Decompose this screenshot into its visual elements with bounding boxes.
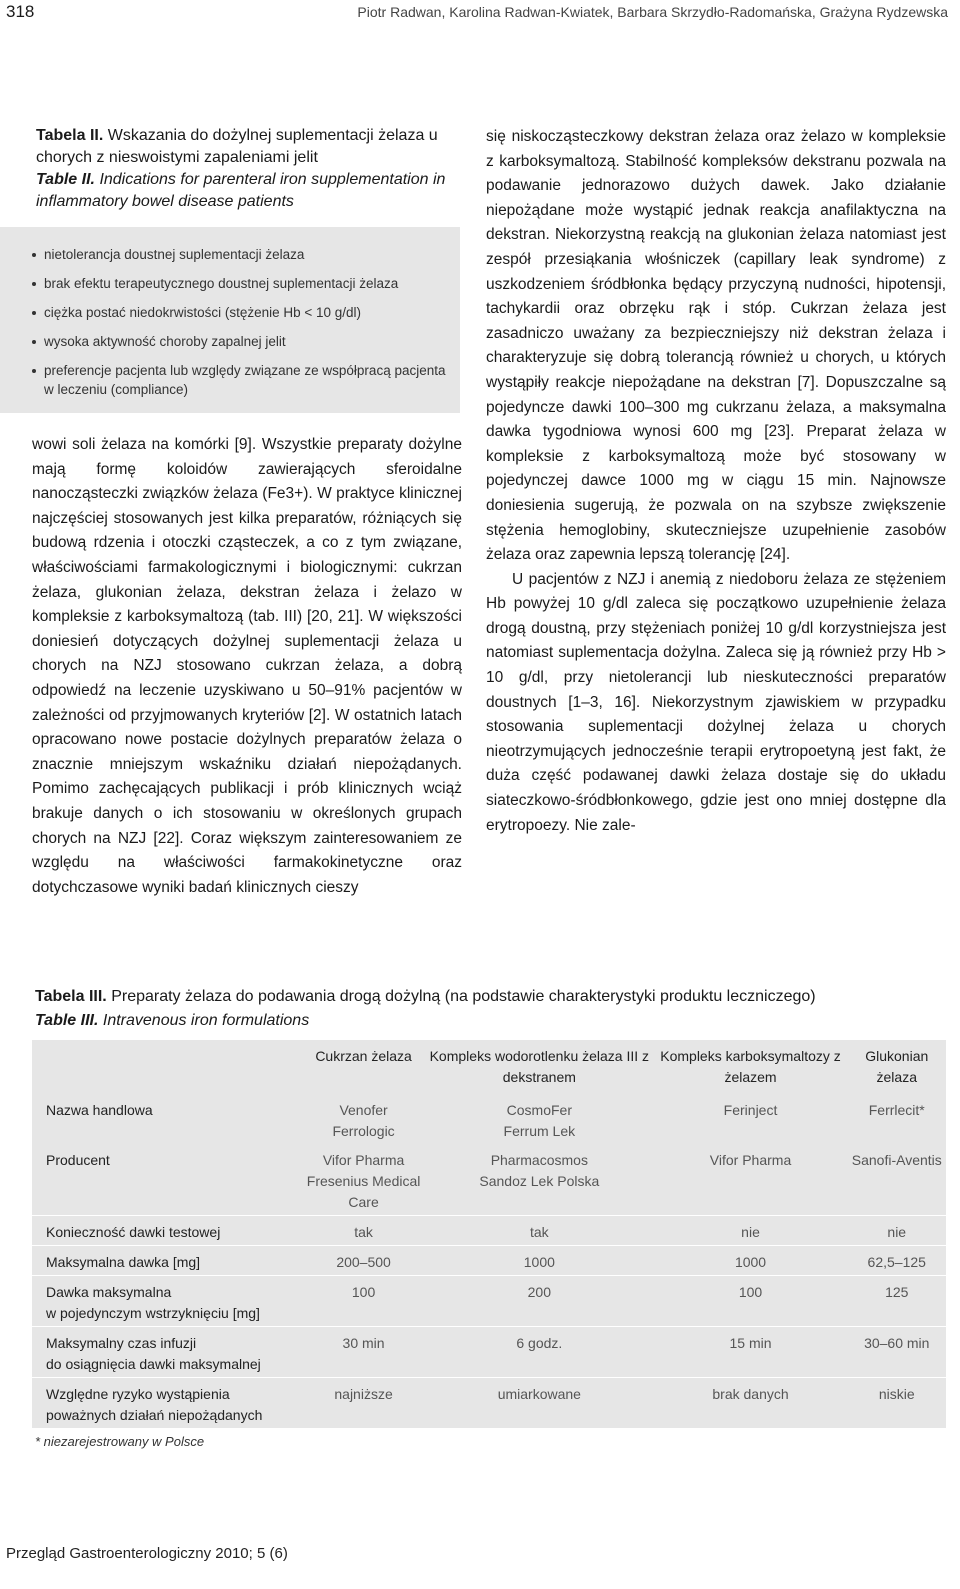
table-cell: 1000 [425,1246,653,1276]
table-cell: 100 [654,1276,848,1327]
running-head-authors: Piotr Radwan, Karolina Radwan-Kwiatek, Barbara Skrzydło-Radomańska, Grażyna Rydzewska [357,4,948,20]
table-cell: Sanofi-Aventis [851,1152,942,1168]
table-row [32,1216,946,1246]
table-row [32,1327,946,1378]
table-header-row [32,1040,946,1094]
column-header: Kompleks karboksymaltozy z żelazem [660,1048,841,1085]
row-header: Nazwa handlowa [46,1102,153,1118]
table-cell: Vifor Pharma Fresenius Medical Care [306,1152,421,1210]
table3-title-pl: Preparaty żelaza do podawania drogą dożylną (na podstawie charakterystyki produktu leczniczego) [111,988,816,1005]
row-header: Producent [46,1152,110,1168]
table3-label-en: Table III. [35,1012,99,1029]
table-cell: umiarkowane [425,1378,653,1429]
column-header: Cukrzan żelaza [315,1048,412,1064]
table-cell: 125 [848,1276,946,1327]
table-cell: 6 godz. [425,1327,653,1378]
row-header: Względne ryzyko wystąpienia poważnych działań niepożądanych [32,1378,302,1429]
page-header [0,0,960,30]
table2-box [0,227,460,413]
journal-footer: Przegląd Gastroenterologiczny 2010; 5 (6) [6,1545,288,1562]
table2-title-pl: Wskazania do dożylnej suplementacji żelaza u chorych z nieswoistymi zapaleniami jelit [36,127,438,166]
iron-formulations-table [32,1040,946,1428]
table-cell: nie [654,1216,848,1246]
table-corner [32,1040,302,1094]
table2-label-en: Table II. [36,171,95,188]
table-row [32,1378,946,1429]
column-header: Kompleks wodorotlenku żelaza III z dekstranem [429,1048,650,1085]
table-cell: tak [302,1216,425,1246]
table-cell: Ferrlecit* [868,1102,925,1118]
table3-container [32,1040,946,1428]
right-body-paragraph-2: U pacjentów z NZJ i anemią z niedoboru żelaza ze stężeniem Hb powyżej 10 g/dl zaleca się początkowo uzupełnienie żelaza drogą doustną, przy stężeniach poniżej 10 g/dl korzystniejsza jest natomiast suplementacja dożylna. Zaleca się ją również przy Hb > 10 g/dl, przy nietolerancji lub nieskuteczności preparatów doustnych [1–3, 16]. Niekorzystnym zjawiskiem w przypadku stosowania suplementacji dożylnej żelaza u chorych nieotrzymujących jednocześnie terapii erytropoetyną jest fakt, że duża część podawanej dawki żelaza dostaje się do układu siateczkowo-śródbłonkowego, gdzie jest ono mniej dostępne dla erytropoezy. Nie zale- [486,570,946,834]
right-body-paragraph-1: się niskocząsteczkowy dekstran żelaza oraz żelazo w kompleksie z karboksymaltozą. Stabilność kompleksów dekstranu pozwala na podawanie jednorazowo dużych dawek. Jako działanie niepożądane może wystąpić jednak reakcja anafilaktyczna na dekstran. Niekorzystną reakcją na glukonian żelaza natomiast jest zespół przesiąkania włośniczek (capillary leak syndrome) z uszkodzeniem śródbłonka będący przyczyną nudności, hipotensji, tachykardii oraz obrzęku rąk i stóp. Cukrzan żelaza jest zasadniczo uważany za bezpieczniejszy niż dekstran żelaza i charakteryzuje się dobrą tolerancją również u chorych, u których wystąpiły reakcje niepożądane na dekstran [7]. Dopuszczalne są pojedyncze dawki 100–300 mg cukrzanu żelaza, a maksymalna dawka tygodniowa wynosi 600 mg [23]. Preparat żelaza w kompleksie z karboksymaltozą może być stosowany w pojedynczej dawce 1000 mg w ciągu 15 min. Najnowsze doniesienia sugerują, że pozwala on na szybsze zwiększenie stężenia hemoglobiny, skuteczniejsze uzupełnienie zasobów żelaza oraz zapewnia lepszą tolerancję [24]. [486,128,946,564]
list-item: preferencje pacjenta lub względy związane ze współpracą pacjenta w leczeniu (compliance) [32,361,450,399]
table-cell: Vifor Pharma [709,1152,792,1168]
table3-title-en: Intravenous iron formulations [102,1012,310,1029]
indications-list [32,245,450,399]
row-header: Dawka maksymalna w pojedynczym wstrzyknięciu [mg] [32,1276,302,1327]
table-cell: 30 min [302,1327,425,1378]
column-header: Glukonian żelaza [865,1048,929,1085]
table-cell: tak [425,1216,653,1246]
row-header: Konieczność dawki testowej [32,1216,302,1246]
page-number: 318 [6,2,35,21]
left-body-paragraph: wowi soli żelaza na komórki [9]. Wszystkie preparaty dożylne mają formę koloidów zawierających sferoidalne nanocząsteczki związków żelaza (Fe3+). W praktyce klinicznej najczęściej stosowanych jest kilka preparatów, różniących się budową rdzenia i otoczki cząsteczek, a co z tym związane, właściwościami farmakologicznymi i biologicznymi: cukrzan żelaza, glukonian żelaza, dekstran żelaza i żelazo w kompleksie z karboksymaltozą (tab. III) [20, 21]. W większości doniesień dotyczących dożylnej suplementacji żelaza u chorych na NZJ stosowano cukrzan żelaza, a dobrą odpowiedź na leczenie uzyskiwano u 50–91% pacjentów w zależności od przyjmowanych kryteriów [2]. W ostatnich latach opracowano nowe postacie dożylnych preparatów żelaza o znacznie mniejszym wskaźniku działań niepożądanych. Pomimo zachęcających publikacji i prób klinicznych wciąż brakuje danych o ich stosowaniu w określonych grupach chorych na NZJ [22]. Coraz większym zainteresowaniem ze względu na właściwości farmakokinetyczne oraz dotychczasowe wyniki badań klinicznych cieszy [32,436,462,896]
table3-label-pl: Tabela III. [35,988,107,1005]
table-row [32,1094,946,1144]
table-cell: 200–500 [302,1246,425,1276]
table-cell: brak danych [654,1378,848,1429]
list-item: nietolerancja doustnej suplementacji żelaza [32,245,450,264]
table-cell: najniższe [302,1378,425,1429]
list-item: brak efektu terapeutycznego doustnej suplementacji żelaza [32,274,450,293]
table-cell: 30–60 min [848,1327,946,1378]
table-cell: Pharmacosmos Sandoz Lek Polska [479,1152,600,1189]
table2-title-en: Indications for parenteral iron supplementation in inflammatory bowel disease patients [36,171,446,210]
table2-caption [36,125,462,213]
table-row [32,1276,946,1327]
left-column [32,125,462,900]
table3-caption [35,985,816,1033]
table-cell: niskie [848,1378,946,1429]
table-cell: Venofer Ferrologic [332,1102,395,1139]
table-cell: 100 [302,1276,425,1327]
table-cell: 200 [425,1276,653,1327]
list-item: ciężka postać niedokrwistości (stężenie Hb < 10 g/dl) [32,303,450,322]
list-item: wysoka aktywność choroby zapalnej jelit [32,332,450,351]
row-header: Maksymalna dawka [mg] [32,1246,302,1276]
table-cell: 62,5–125 [848,1246,946,1276]
right-column [486,125,946,838]
table-row [32,1144,946,1216]
table-cell: Ferinject [723,1102,778,1118]
row-header: Maksymalny czas infuzji do osiągnięcia dawki maksymalnej [32,1327,302,1378]
table-cell: nie [848,1216,946,1246]
table-cell: CosmoFer Ferrum Lek [503,1102,576,1139]
table2-label-pl: Tabela II. [36,127,104,144]
table-cell: 15 min [654,1327,848,1378]
table3-footnote: * niezarejestrowany w Polsce [35,1434,205,1449]
table-cell: 1000 [654,1246,848,1276]
table-row [32,1246,946,1276]
